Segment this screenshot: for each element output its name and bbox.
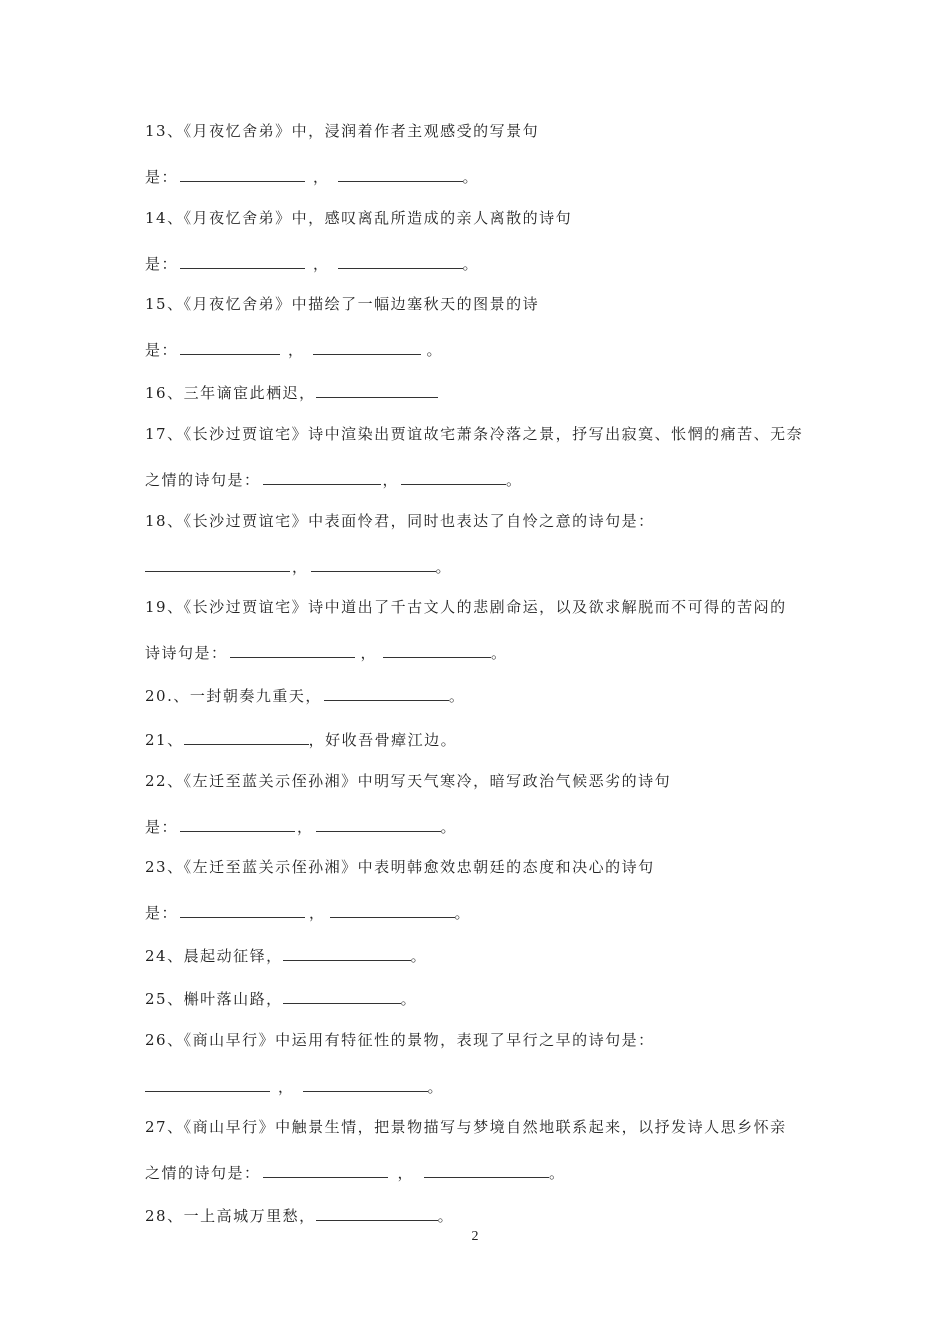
separator: ， — [278, 1078, 295, 1096]
question-26 — [145, 1030, 845, 1050]
answer-blank[interactable] — [316, 381, 438, 398]
question-26-answer — [145, 1075, 845, 1097]
question-15-answer — [145, 338, 845, 360]
question-18-answer — [145, 555, 845, 577]
terminator: 。 — [426, 341, 444, 359]
answer-prefix: 诗诗句是： — [145, 644, 228, 662]
question-14-answer — [145, 252, 845, 274]
answer-prefix: 是： — [145, 255, 179, 273]
question-27 — [145, 1117, 845, 1137]
question-15-text: 15、《月夜忆舍弟》中描绘了一幅边塞秋天的图景的诗 — [145, 295, 540, 313]
answer-blank[interactable] — [316, 815, 441, 832]
question-17 — [145, 424, 845, 444]
answer-blank[interactable] — [263, 468, 381, 485]
answer-blank[interactable] — [283, 987, 401, 1004]
question-21-tail: ，好收吾骨瘴江边。 — [308, 731, 458, 749]
question-25-text: 25、槲叶落山路， — [145, 990, 283, 1008]
answer-blank[interactable] — [180, 815, 295, 832]
question-22-answer — [145, 815, 845, 837]
terminator: 。 — [437, 1207, 455, 1225]
answer-blank[interactable] — [145, 1075, 270, 1092]
answer-blank[interactable] — [324, 684, 449, 701]
question-13-text: 13、《月夜忆舍弟》中，浸润着作者主观感受的写景句 — [145, 122, 540, 140]
terminator: 。 — [462, 168, 480, 186]
answer-blank[interactable] — [230, 641, 355, 658]
separator: ， — [360, 644, 378, 662]
terminator: 。 — [410, 947, 428, 965]
answer-blank[interactable] — [338, 165, 463, 182]
terminator: 。 — [491, 644, 508, 662]
question-28 — [145, 1204, 845, 1226]
question-13-answer — [145, 165, 845, 187]
answer-blank[interactable] — [145, 555, 290, 572]
question-13 — [145, 121, 845, 141]
terminator: 。 — [427, 1078, 445, 1096]
answer-prefix: 之情的诗句是： — [145, 1164, 261, 1182]
question-15 — [145, 294, 845, 314]
question-23-answer — [145, 901, 845, 923]
terminator: 。 — [462, 255, 480, 273]
question-24-text: 24、晨起动征铎， — [145, 947, 283, 965]
terminator: 。 — [549, 1164, 566, 1182]
separator: ， — [313, 255, 330, 273]
answer-prefix: 之情的诗句是： — [145, 471, 261, 489]
page-number: 2 — [471, 1229, 479, 1244]
separator: ， — [297, 818, 314, 836]
question-19-text: 19、《长沙过贾谊宅》诗中道出了千古文人的悲剧命运，以及欲求解脱而不可得的苦闷的 — [145, 598, 787, 616]
terminator: 。 — [440, 818, 458, 836]
answer-prefix: 是： — [145, 818, 179, 836]
question-26-text: 26、《商山早行》中运用有特征性的景物，表现了早行之早的诗句是： — [145, 1031, 655, 1049]
separator: ， — [292, 558, 309, 576]
question-20-text: 20.、一封朝奏九重天， — [145, 687, 322, 705]
answer-blank[interactable] — [180, 252, 305, 269]
question-17-text: 17、《长沙过贾谊宅》诗中渲染出贾谊故宅萧条冷落之景，抒写出寂寞、怅惘的痛苦、无奈 — [145, 425, 804, 443]
answer-blank[interactable] — [303, 1075, 428, 1092]
answer-prefix: 是： — [145, 168, 179, 186]
question-18-text: 18、《长沙过贾谊宅》中表面怜君，同时也表达了自怜之意的诗句是： — [145, 512, 655, 530]
answer-blank[interactable] — [180, 338, 280, 355]
answer-blank[interactable] — [180, 901, 305, 918]
separator: ， — [397, 1164, 415, 1182]
terminator: 。 — [454, 904, 472, 922]
question-16-text: 16、三年谪宦此栖迟， — [145, 384, 316, 402]
answer-blank[interactable] — [184, 728, 309, 745]
separator: ， — [382, 471, 400, 489]
terminator: 。 — [448, 687, 466, 705]
question-18 — [145, 511, 845, 531]
answer-blank[interactable] — [311, 555, 436, 572]
question-28-text: 28、一上高城万里愁， — [145, 1207, 316, 1225]
separator: ， — [309, 904, 326, 922]
question-14-text: 14、《月夜忆舍弟》中，感叹离乱所造成的亲人离散的诗句 — [145, 209, 573, 227]
answer-blank[interactable] — [424, 1161, 549, 1178]
terminator: 。 — [506, 471, 523, 489]
answer-prefix: 是： — [145, 341, 179, 359]
question-19 — [145, 597, 845, 617]
question-17-answer — [145, 468, 845, 490]
question-23-text: 23、《左迁至蓝关示侄孙湘》中表明韩愈效忠朝廷的态度和决心的诗句 — [145, 858, 655, 876]
question-21-text: 21、 — [145, 731, 184, 749]
answer-prefix: 是： — [145, 904, 179, 922]
answer-blank[interactable] — [313, 338, 421, 355]
question-25 — [145, 987, 845, 1009]
question-22-text: 22、《左迁至蓝关示侄孙湘》中明写天气寒冷，暗写政治气候恶劣的诗句 — [145, 772, 672, 790]
question-20 — [145, 684, 845, 706]
question-27-answer — [145, 1161, 845, 1183]
answer-blank[interactable] — [316, 1204, 438, 1221]
answer-blank[interactable] — [338, 252, 463, 269]
question-24 — [145, 944, 845, 966]
question-22 — [145, 771, 845, 791]
terminator: 。 — [400, 990, 418, 1008]
separator: ， — [313, 168, 330, 186]
terminator: 。 — [435, 558, 453, 576]
answer-blank[interactable] — [180, 165, 305, 182]
answer-blank[interactable] — [330, 901, 455, 918]
answer-blank[interactable] — [283, 944, 411, 961]
separator: ， — [288, 341, 305, 359]
question-16 — [145, 381, 845, 403]
answer-blank[interactable] — [401, 468, 506, 485]
question-21 — [145, 728, 845, 750]
question-23 — [145, 857, 845, 877]
question-19-answer — [145, 641, 845, 663]
answer-blank[interactable] — [263, 1161, 388, 1178]
question-14 — [145, 208, 845, 228]
answer-blank[interactable] — [383, 641, 491, 658]
question-27-text: 27、《商山早行》中触景生情，把景物描写与梦境自然地联系起来，以抒发诗人思乡怀亲 — [145, 1118, 787, 1136]
